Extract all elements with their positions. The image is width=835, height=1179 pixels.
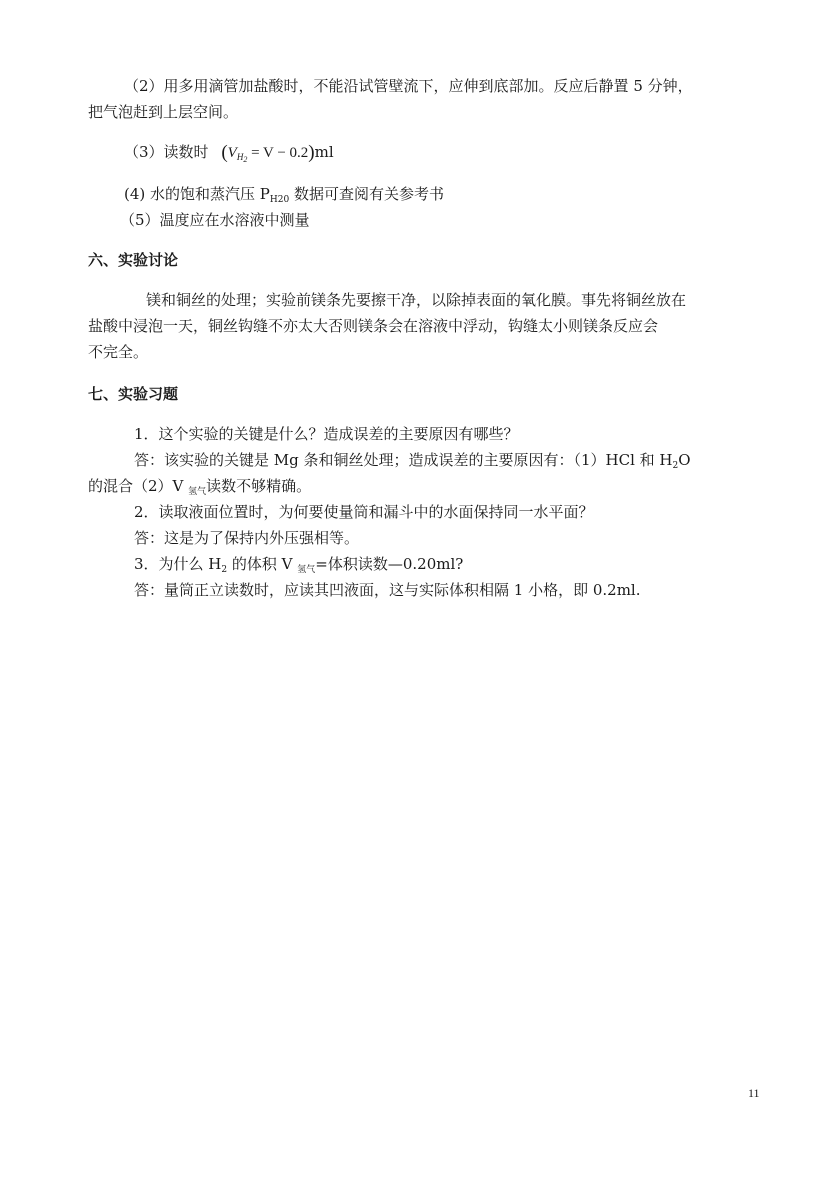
note-4-sub: H20 — [269, 195, 290, 205]
section-6-para-line-3: 不完全。 — [88, 343, 149, 361]
question-1: 1．这个实验的关键是什么？造成误差的主要原因有哪些？ — [134, 425, 519, 443]
question-3-sub-2: 氢气 — [297, 565, 316, 575]
question-3 — [134, 554, 463, 580]
answer-1-line-2 — [88, 476, 311, 502]
answer-1-line-2-sub: 氢气 — [188, 487, 207, 497]
answer-1-line-1 — [134, 450, 691, 476]
formula-v: V — [227, 145, 237, 161]
answer-1-sub: 2 — [672, 461, 679, 471]
formula-rest: = V − 0.2 — [247, 145, 309, 161]
note-3-prefix: （3）读数时 — [124, 143, 209, 161]
formula-unit: ml — [314, 143, 334, 161]
note-2-line-2: 把气泡赶到上层空间。 — [88, 103, 239, 121]
formula-2-sub: 2 — [243, 155, 248, 164]
section-6-para-line-2: 盐酸中浸泡一天，铜丝钩缝不亦太大否则镁条会在溶液中浮动，钩缝太小则镁条反应会 — [88, 317, 659, 335]
answer-1-line-2-suffix: 读数不够精确。 — [206, 477, 312, 495]
page-number: 11 — [748, 1086, 760, 1100]
section-6-para-line-1: 镁和铜丝的处理；实验前镁条先要擦干净，以除掉表面的氧化膜。事先将铜丝放在 — [146, 291, 687, 309]
section-6-title: 六、实验讨论 — [88, 251, 179, 269]
question-2: 2．读取液面位置时，为何要使量筒和漏斗中的水面保持同一水平面？ — [134, 503, 594, 521]
note-4-suffix: 数据可查阅有关参考书 — [289, 185, 444, 203]
formula-h-sub: H — [236, 152, 244, 162]
answer-3: 答：量筒正立读数时，应读其凹液面，这与实际体积相隔 1 小格，即 0.2ml. — [134, 581, 641, 599]
answer-1-end: O — [678, 451, 691, 469]
section-7-title: 七、实验习题 — [88, 385, 179, 403]
note-3 — [124, 142, 334, 170]
note-4-prefix: (4) 水的饱和蒸汽压 P — [124, 185, 270, 203]
volume-formula: $(V_{H2} = V - 0.2)$ — [221, 142, 315, 164]
note-2-line-1: （2）用多用滴管加盐酸时，不能沿试管壁流下，应伸到底部加。反应后静置 5 分钟， — [124, 77, 693, 95]
question-3-mid: 的体积 V — [227, 555, 298, 573]
answer-2: 答：这是为了保持内外压强相等。 — [134, 529, 360, 547]
note-4 — [124, 184, 444, 210]
answer-1-text: 答：该实验的关键是 Mg 条和铜丝处理；造成误差的主要原因有：（1）HCl 和 H — [134, 451, 673, 469]
answer-1-line-2-prefix: 的混合（2）V — [88, 477, 189, 495]
question-3-suffix: =体积读数—0.20ml? — [315, 555, 464, 573]
question-3-sub-1: 2 — [221, 565, 228, 575]
note-5: （5）温度应在水溶液中测量 — [120, 211, 310, 229]
question-3-prefix: 3．为什么 H — [134, 555, 222, 573]
